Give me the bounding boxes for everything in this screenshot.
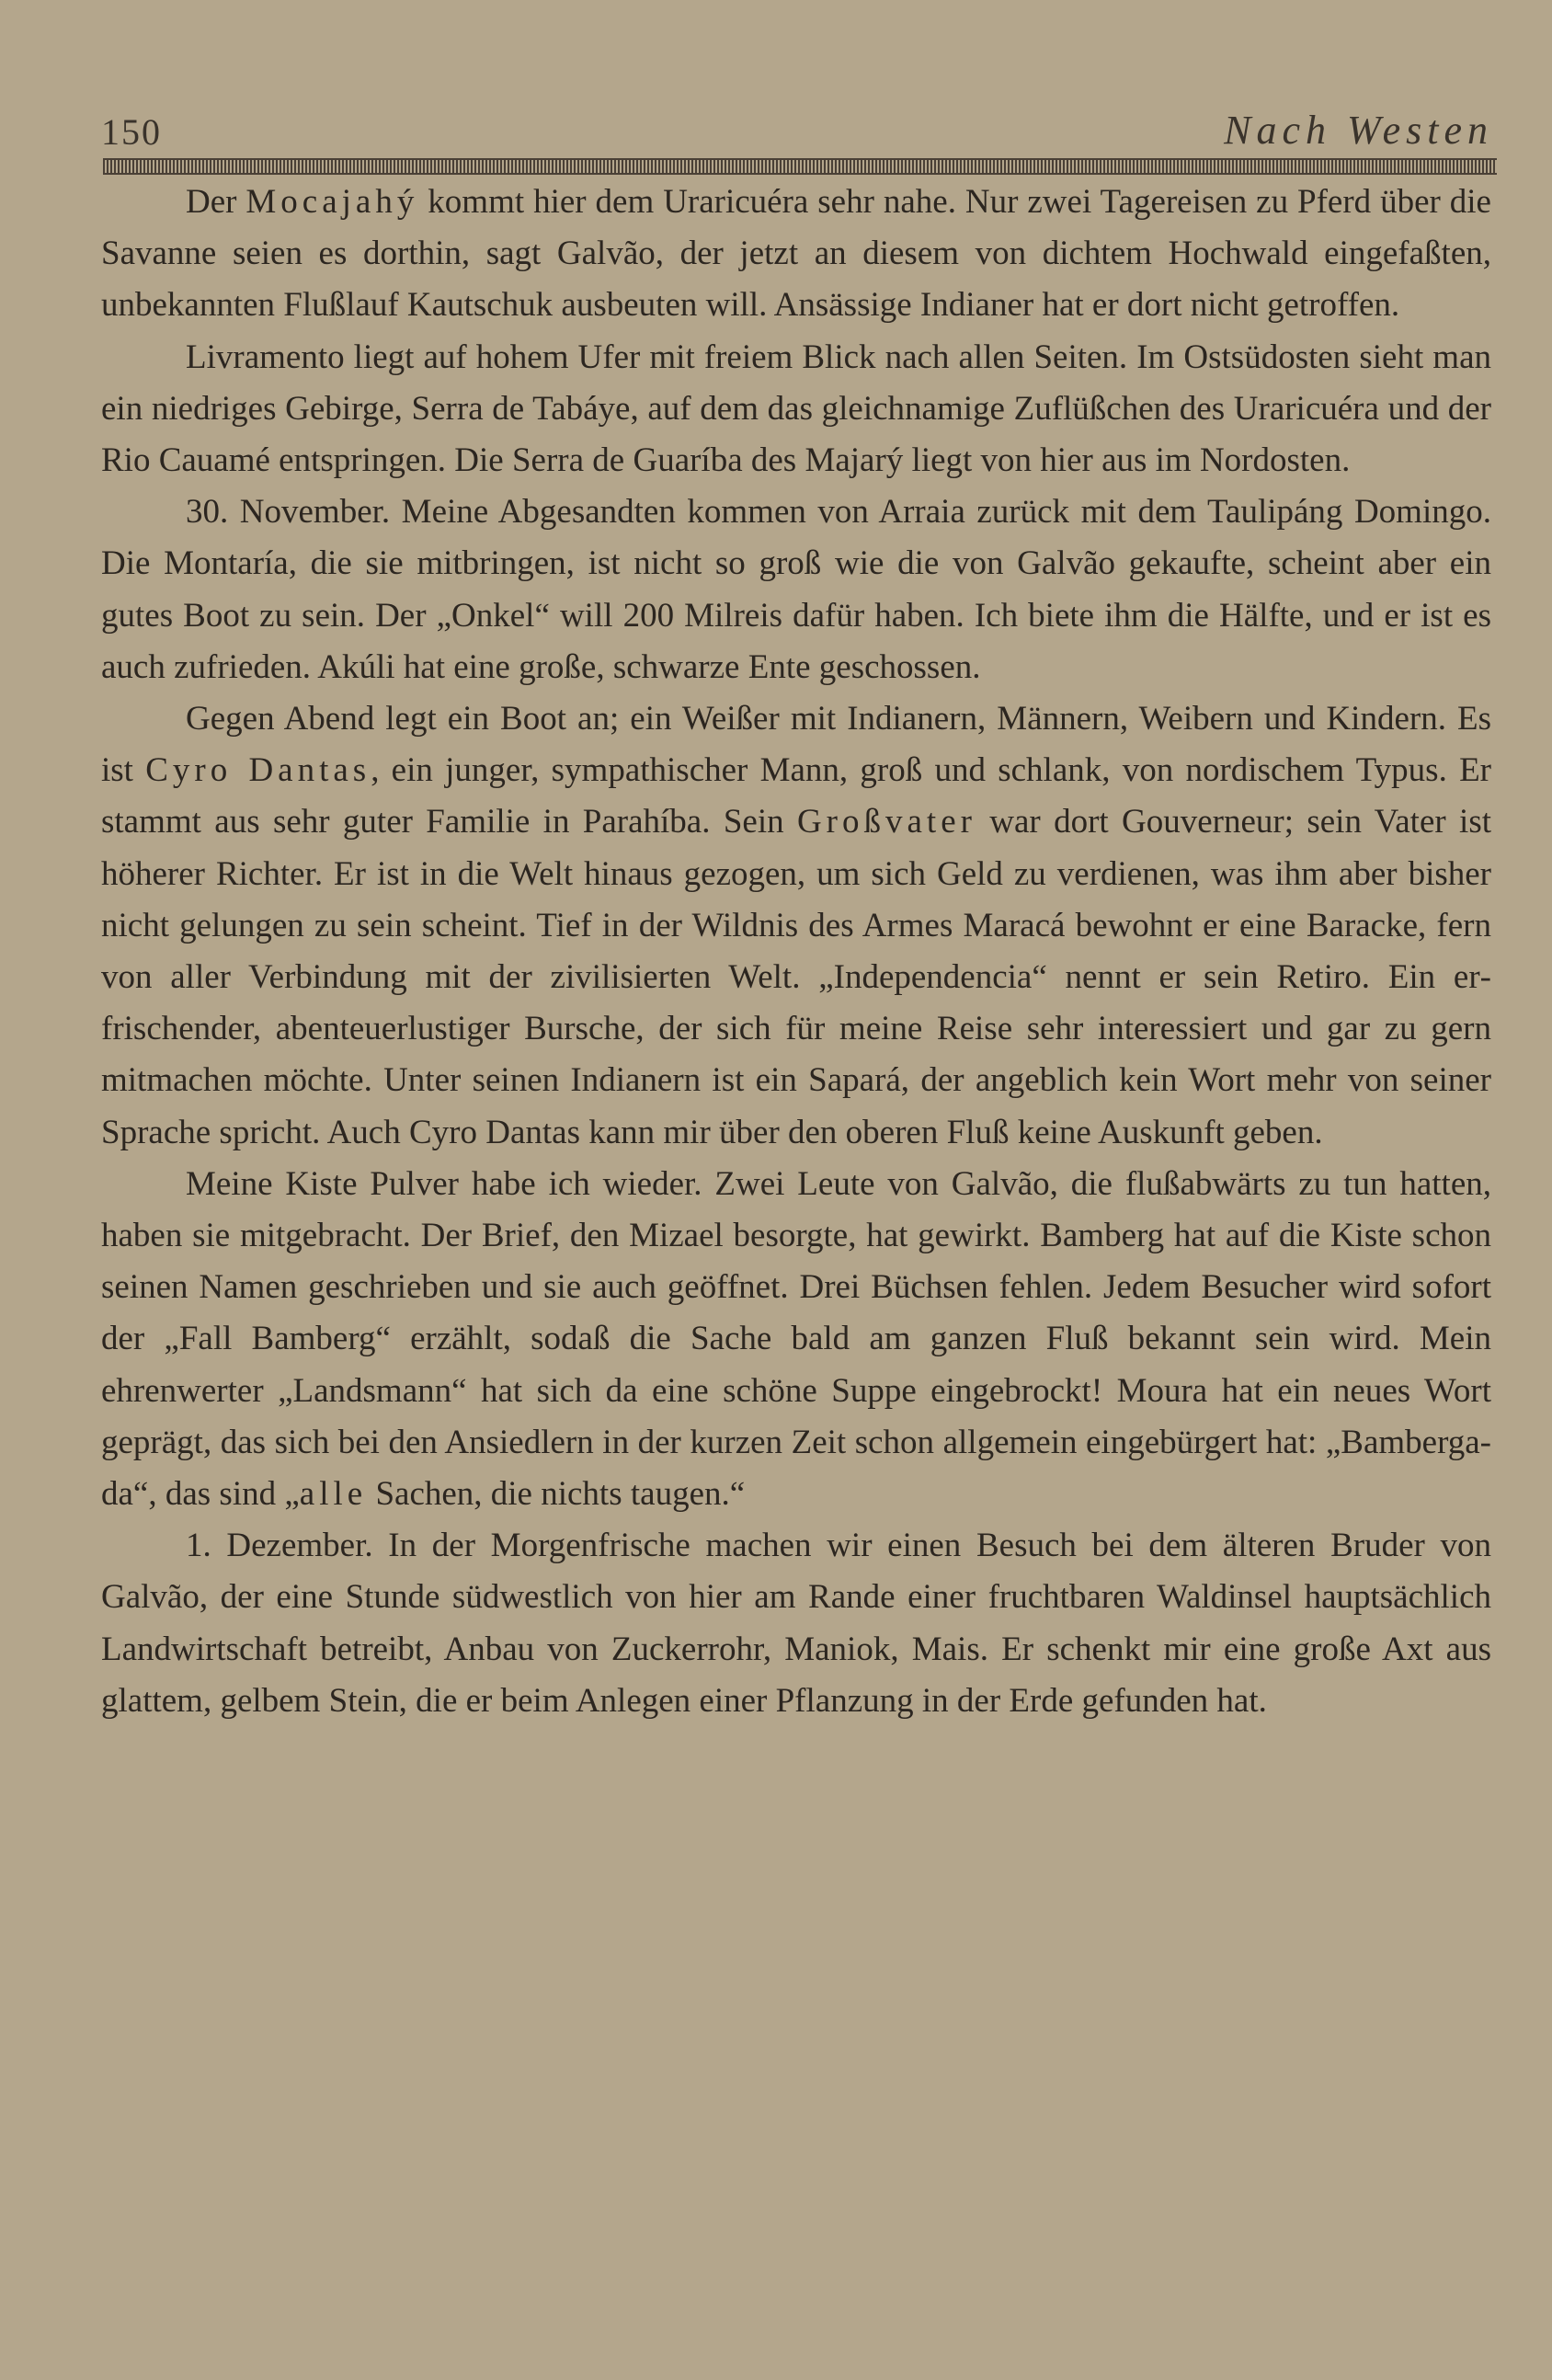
spaced-emphasis: alle xyxy=(299,1475,368,1514)
spaced-emphasis: Mocajahý xyxy=(245,183,419,221)
paragraph: Gegen Abend legt ein Boot an; ein Weißer mit Indianern, Männern, Weibern und Kindern. Es ist Cyro Dantas, ein junger, sympathischer Mann, groß und schlank, von nordischem Typus. Er stammt aus sehr guter Familie in Parahíba. Sein Großvater war dort Gouverneur; sein Vater ist höherer Richter. Er ist in die Welt hinaus gezogen, um sich Geld zu verdienen, was ihm aber bisher nicht gelungen zu sein scheint. Tief in der Wildnis des Armes Maracá bewohnt er eine Baracke, fern von aller Verbindung mit der zivilisierten Welt. „Independencia“ nennt er sein Retiro. Ein erfrischender, abenteuerlustiger Bursche, der sich für meine Reise sehr interessiert und gar zu gern mitmachen möchte. Unter seinen Indianern ist ein Sapará, der angeblich kein Wort mehr von seiner Sprache spricht. Auch Cyro Dantas kann mir über den oberen Fluß keine Auskunft geben. xyxy=(101,700,1491,1151)
paragraph: Livramento liegt auf hohem Ufer mit freiem Blick nach allen Seiten. Im Ostsüdosten sieht man ein niedriges Gebirge, Serra de Tabáye, auf dem das gleichnamige Zuflüßchen des Uraricuéra und der Rio Cauamé entspringen. Die Serra de Guaríba des Majarý liegt von hier aus im Nordosten. xyxy=(101,338,1491,480)
header-rule xyxy=(103,158,1497,175)
page-number: 150 xyxy=(101,111,162,153)
page-header xyxy=(101,103,1497,158)
spaced-emphasis: Großvater xyxy=(796,803,976,841)
paragraph: 30. November. Meine Abgesandten kommen von Arraia zurück mit dem Taulipáng Domingo. Die Montaría, die sie mitbringen, ist nicht so groß wie die von Galvão gekaufte, scheint aber ein gutes Boot zu sein. Der „Onkel“ will 200 Milreis dafür haben. Ich biete ihm die Hälfte, und er ist es auch zufrieden. Akúli hat eine große, schwarze Ente geschossen. xyxy=(101,493,1491,686)
body-text xyxy=(101,177,1491,1727)
paragraph: 1. Dezember. In der Morgenfrische machen wir einen Besuch bei dem älteren Bruder von Galvão, der eine Stunde südwestlich von hier am Rande einer fruchtbaren Waldinsel hauptsächlich Landwirtschaft betreibt, Anbau von Zuckerrohr, Maniok, Mais. Er schenkt mir eine große Axt aus glattem, gelbem Stein, die er beim Anlegen einer Pflanzung in der Erde gefunden hat. xyxy=(101,1527,1491,1720)
paragraph: Meine Kiste Pulver habe ich wieder. Zwei Leute von Galvão, die flußabwärts zu tun hatten, haben sie mitgebracht. Der Brief, den Mizael besorgte, hat gewirkt. Bamberg hat auf die Kiste schon seinen Namen geschrieben und sie auch geöffnet. Drei Büchsen fehlen. Jedem Besucher wird sofort der „Fall Bamberg“ erzählt, sodaß die Sache bald am ganzen Fluß bekannt sein wird. Mein ehrenwerter „Landsmann“ hat sich da eine schöne Suppe eingebrockt! Moura hat ein neues Wort geprägt, das sich bei den Ansiedlern in der kurzen Zeit schon allgemein eingebürgert hat: „Bambergada“, das sind „alle Sachen, die nichts taugen.“ xyxy=(101,1164,1491,1514)
spaced-emphasis: Cyro Dantas xyxy=(145,751,371,790)
paragraph: Der Mocajahý kommt hier dem Uraricuéra sehr nahe. Nur zwei Tagereisen zu Pferd über die Savanne seien es dorthin, sagt Galvão, der jetzt an diesem von dichtem Hochwald eingefaßten, unbekannten Flußlauf Kautschuk ausbeuten will. Ansässige Indianer hat er dort nicht getroffen. xyxy=(101,183,1491,325)
running-title: Nach Westen xyxy=(1224,108,1493,153)
